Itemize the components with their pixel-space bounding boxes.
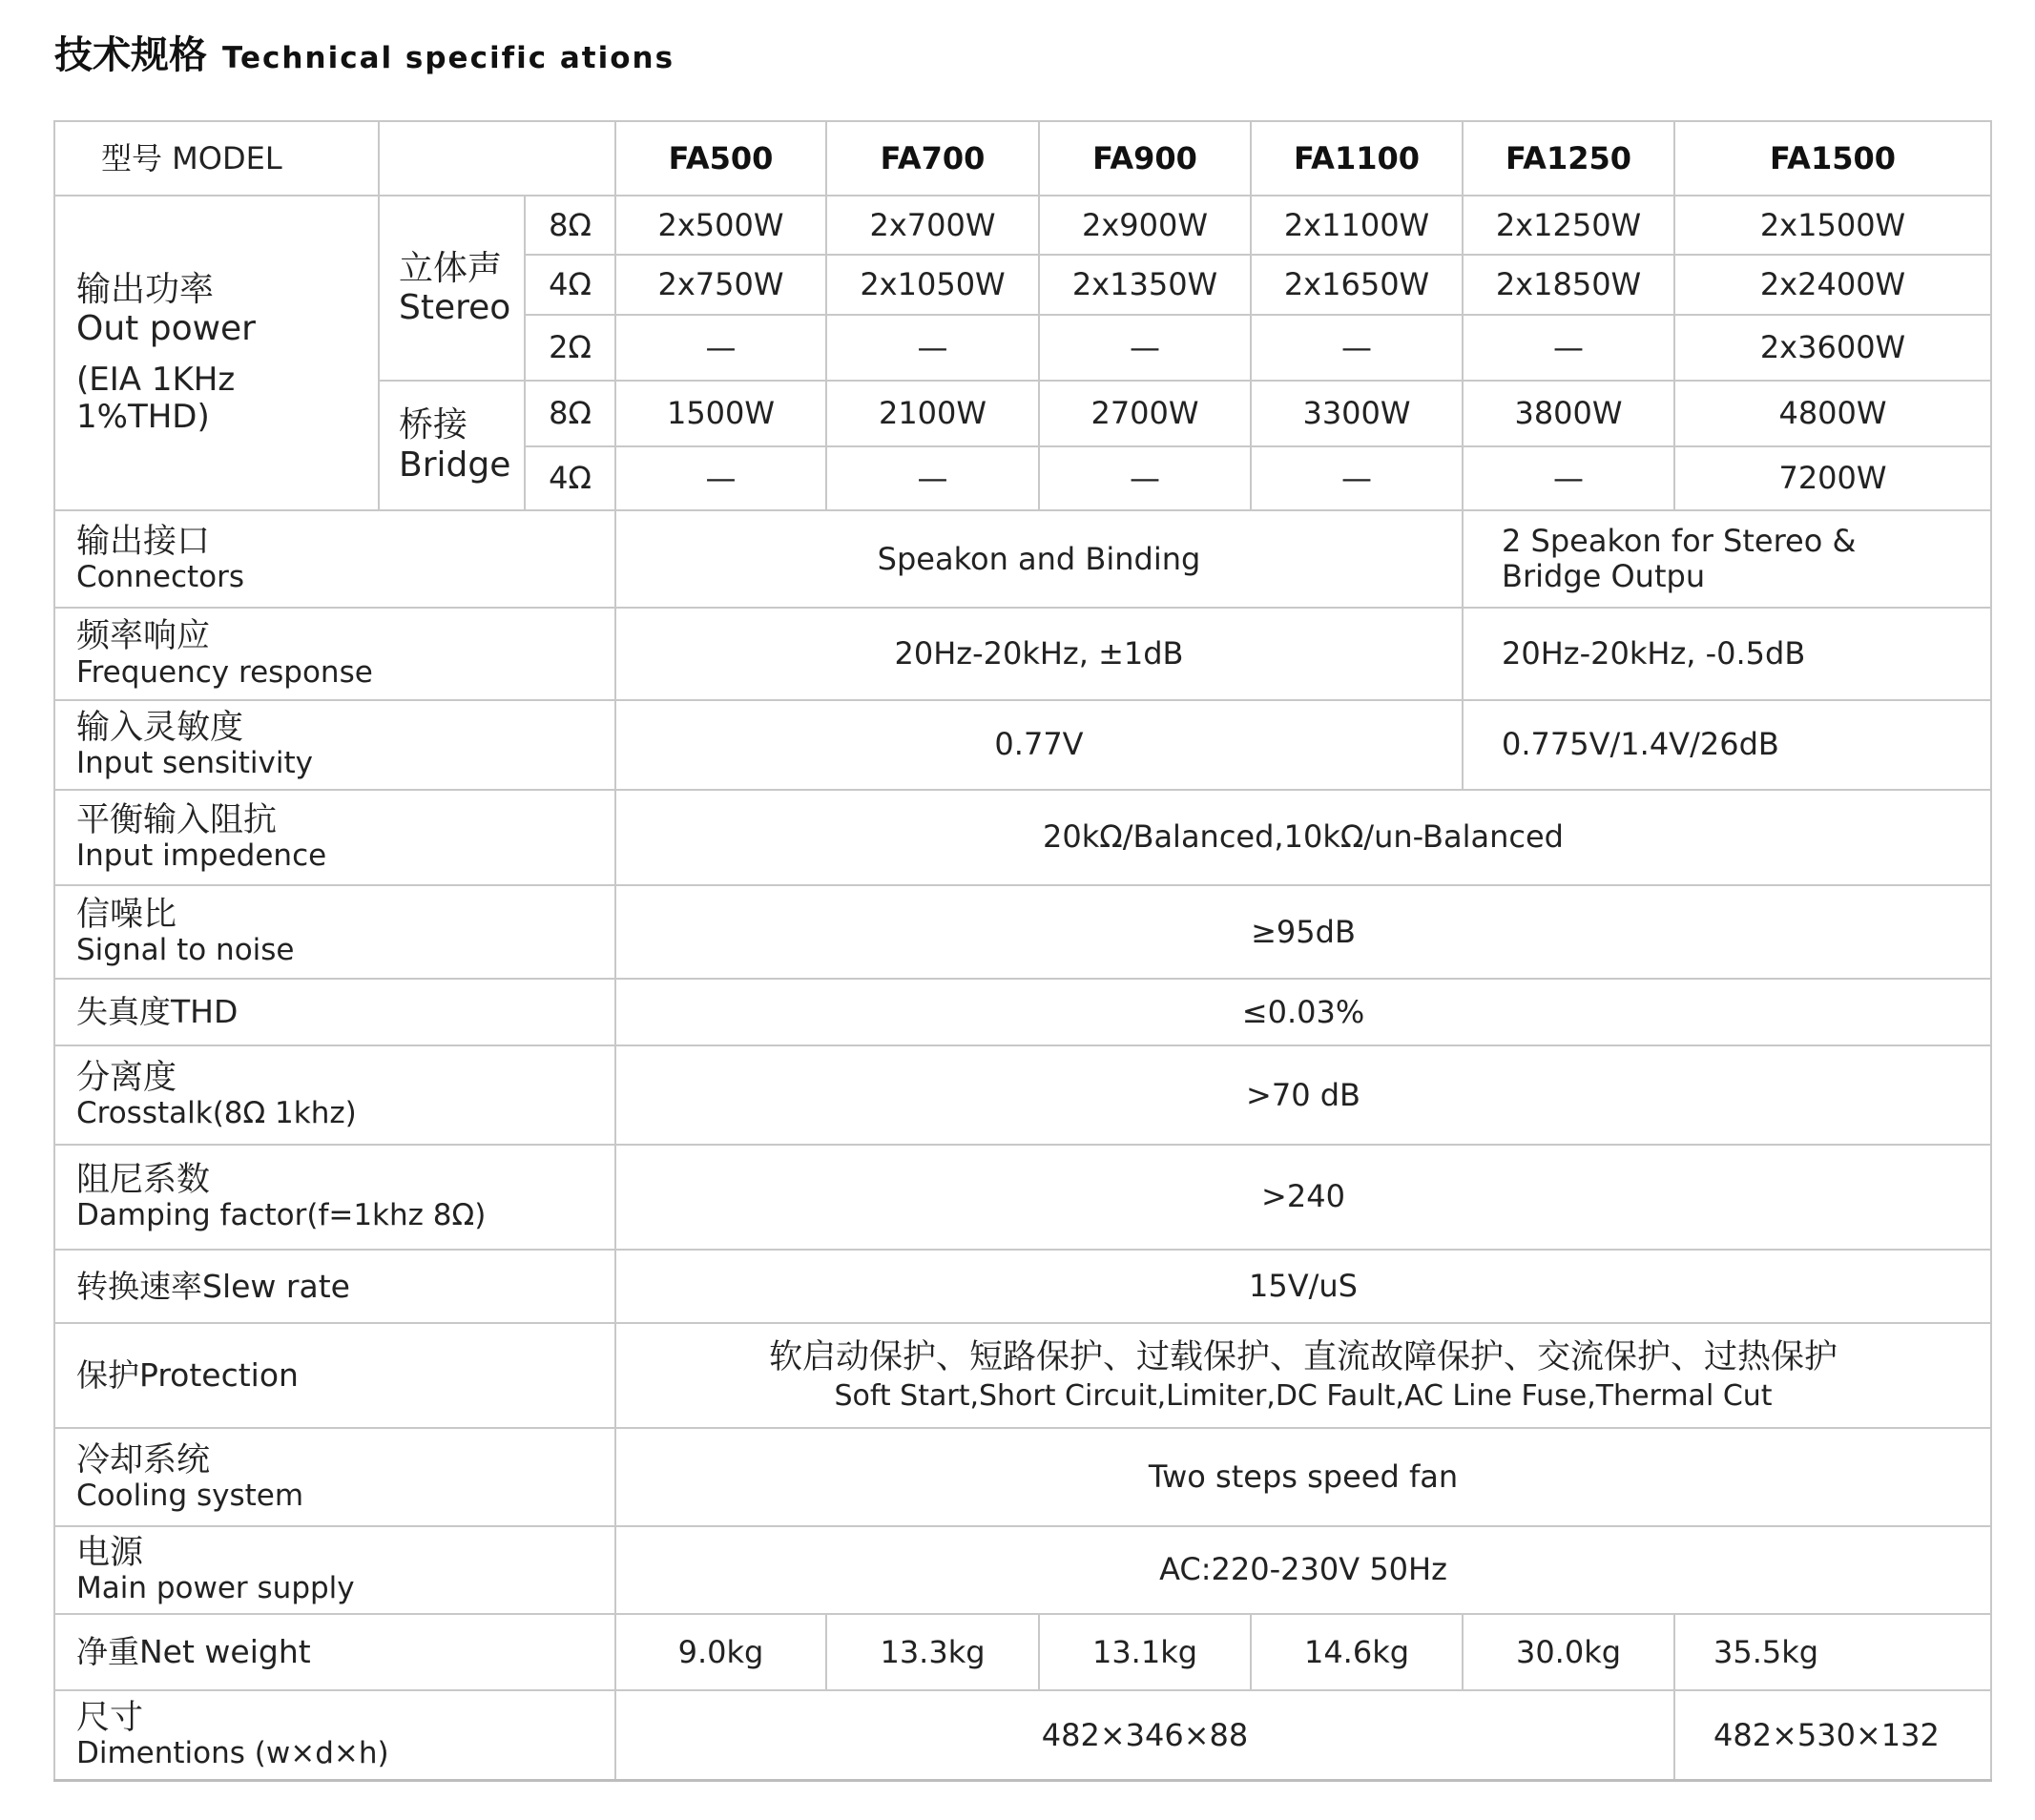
ohm-label: 2Ω bbox=[525, 315, 615, 381]
crosstalk-label: 分离度 Crosstalk(8Ω 1khz) bbox=[54, 1045, 615, 1144]
power-value: 2x900W bbox=[1039, 196, 1251, 255]
model-label: 型号 MODEL bbox=[54, 121, 379, 196]
power-value: — bbox=[826, 446, 1039, 510]
impedence-value: 20kΩ/Balanced,10kΩ/un-Balanced bbox=[615, 790, 1991, 885]
out-power-label bbox=[54, 196, 379, 510]
power-value: — bbox=[615, 446, 826, 510]
ohm-label: 4Ω bbox=[525, 446, 615, 510]
power-value: 7200W bbox=[1674, 446, 1991, 510]
power-value: 3300W bbox=[1251, 381, 1463, 446]
power-value: 2x2400W bbox=[1674, 255, 1991, 314]
cooling-row bbox=[54, 1428, 1991, 1525]
connectors-value: Speakon and Binding bbox=[615, 510, 1463, 608]
weight-value: 30.0kg bbox=[1463, 1614, 1674, 1690]
damping-row bbox=[54, 1145, 1991, 1250]
model-row bbox=[54, 121, 1991, 196]
power-value: 2x1250W bbox=[1463, 196, 1674, 255]
dimensions-value-fa1500: 482×530×132 bbox=[1674, 1690, 1991, 1780]
frequency-value-fa1250-1500: 20Hz-20kHz, -0.5dB bbox=[1463, 608, 1991, 699]
model-name: FA1100 bbox=[1251, 121, 1463, 196]
power-value: 2x3600W bbox=[1674, 315, 1991, 381]
heading-zh: 技术规格 bbox=[54, 33, 207, 77]
weight-value: 9.0kg bbox=[615, 1614, 826, 1690]
crosstalk-row bbox=[54, 1045, 1991, 1144]
frequency-value: 20Hz-20kHz, ±1dB bbox=[615, 608, 1463, 699]
spec-table bbox=[53, 120, 1992, 1782]
power-supply-value: AC:220-230V 50Hz bbox=[615, 1526, 1991, 1614]
sensitivity-value: 0.77V bbox=[615, 700, 1463, 790]
impedence-row bbox=[54, 790, 1991, 885]
weight-value: 13.3kg bbox=[826, 1614, 1039, 1690]
connectors-label: 输出接口 Connectors bbox=[54, 510, 615, 608]
power-value: — bbox=[1039, 446, 1251, 510]
crosstalk-value: >70 dB bbox=[615, 1045, 1991, 1144]
power-value: — bbox=[826, 315, 1039, 381]
stereo-label bbox=[379, 196, 525, 380]
ohm-label: 8Ω bbox=[525, 381, 615, 446]
slew-label: 转换速率Slew rate bbox=[54, 1250, 615, 1323]
model-name: FA900 bbox=[1039, 121, 1251, 196]
model-spacer bbox=[379, 121, 615, 196]
power-value: 2x500W bbox=[615, 196, 826, 255]
stereo-8ohm-row bbox=[54, 196, 1991, 255]
model-name: FA500 bbox=[615, 121, 826, 196]
heading-en: Technical specific ations bbox=[222, 41, 675, 75]
stereo-zh: 立体声 bbox=[399, 248, 503, 288]
power-supply-label: 电源 Main power supply bbox=[54, 1526, 615, 1614]
model-name: FA1500 bbox=[1674, 121, 1991, 196]
power-value: 2x1350W bbox=[1039, 255, 1251, 314]
sensitivity-label: 输入灵敏度 Input sensitivity bbox=[54, 700, 615, 790]
model-name: FA1250 bbox=[1463, 121, 1674, 196]
power-value: 2x1650W bbox=[1251, 255, 1463, 314]
snr-label: 信噪比 Signal to noise bbox=[54, 885, 615, 979]
stereo-en: Stereo bbox=[399, 287, 511, 327]
power-value: 4800W bbox=[1674, 381, 1991, 446]
power-value: 2100W bbox=[826, 381, 1039, 446]
slew-row bbox=[54, 1250, 1991, 1323]
protection-label: 保护Protection bbox=[54, 1323, 615, 1428]
ohm-label: 8Ω bbox=[525, 196, 615, 255]
damping-value: >240 bbox=[615, 1145, 1991, 1250]
dimensions-row bbox=[54, 1690, 1991, 1780]
dimensions-value: 482×346×88 bbox=[615, 1690, 1674, 1780]
power-value: — bbox=[1251, 446, 1463, 510]
cooling-label: 冷却系统 Cooling system bbox=[54, 1428, 615, 1525]
connectors-row bbox=[54, 510, 1991, 608]
power-value: 2x700W bbox=[826, 196, 1039, 255]
power-value: — bbox=[1251, 315, 1463, 381]
out-power-en: Out power bbox=[76, 309, 256, 348]
snr-value: ≥95dB bbox=[615, 885, 1991, 979]
weight-value: 14.6kg bbox=[1251, 1614, 1463, 1690]
out-power-sub: (EIA 1KHz 1%THD) bbox=[76, 361, 236, 437]
power-value: 2x1100W bbox=[1251, 196, 1463, 255]
power-value: 2x1850W bbox=[1463, 255, 1674, 314]
bridge-label bbox=[379, 381, 525, 510]
ohm-label: 4Ω bbox=[525, 255, 615, 314]
sensitivity-value-fa1250-1500: 0.775V/1.4V/26dB bbox=[1463, 700, 1991, 790]
weight-value: 35.5kg bbox=[1674, 1614, 1991, 1690]
protection-row bbox=[54, 1323, 1991, 1428]
power-value: — bbox=[615, 315, 826, 381]
impedence-label: 平衡输入阻抗 Input impedence bbox=[54, 790, 615, 885]
bridge-zh: 桥接 bbox=[399, 405, 468, 445]
snr-row bbox=[54, 885, 1991, 979]
connectors-value-fa1250-1500: 2 Speakon for Stereo & Bridge Outpu bbox=[1463, 510, 1991, 608]
power-value: 2x750W bbox=[615, 255, 826, 314]
power-value: 2x1050W bbox=[826, 255, 1039, 314]
out-power-zh: 输出功率 bbox=[76, 269, 215, 309]
page-heading bbox=[54, 25, 675, 79]
frequency-label: 频率响应 Frequency response bbox=[54, 608, 615, 699]
weight-value: 13.1kg bbox=[1039, 1614, 1251, 1690]
power-value: 2700W bbox=[1039, 381, 1251, 446]
cooling-value: Two steps speed fan bbox=[615, 1428, 1991, 1525]
frequency-row bbox=[54, 608, 1991, 699]
weight-row bbox=[54, 1614, 1991, 1690]
protection-value: 软启动保护、短路保护、过载保护、直流故障保护、交流保护、过热保护 Soft Start,Short Circuit,Limiter,DC Fault,AC Line Fuse,Thermal Cut bbox=[615, 1323, 1991, 1428]
thd-row bbox=[54, 979, 1991, 1045]
damping-label: 阻尼系数 Damping factor(f=1khz 8Ω) bbox=[54, 1145, 615, 1250]
power-value: — bbox=[1463, 315, 1674, 381]
dimensions-label: 尺寸 Dimentions (w×d×h) bbox=[54, 1690, 615, 1780]
thd-label: 失真度THD bbox=[54, 979, 615, 1045]
power-value: — bbox=[1463, 446, 1674, 510]
power-value: 3800W bbox=[1463, 381, 1674, 446]
bridge-en: Bridge bbox=[399, 445, 511, 485]
model-name: FA700 bbox=[826, 121, 1039, 196]
power-supply-row bbox=[54, 1526, 1991, 1614]
power-value: 2x1500W bbox=[1674, 196, 1991, 255]
thd-value: ≤0.03% bbox=[615, 979, 1991, 1045]
slew-value: 15V/uS bbox=[615, 1250, 1991, 1323]
power-value: — bbox=[1039, 315, 1251, 381]
sensitivity-row bbox=[54, 700, 1991, 790]
weight-label: 净重Net weight bbox=[54, 1614, 615, 1690]
power-value: 1500W bbox=[615, 381, 826, 446]
